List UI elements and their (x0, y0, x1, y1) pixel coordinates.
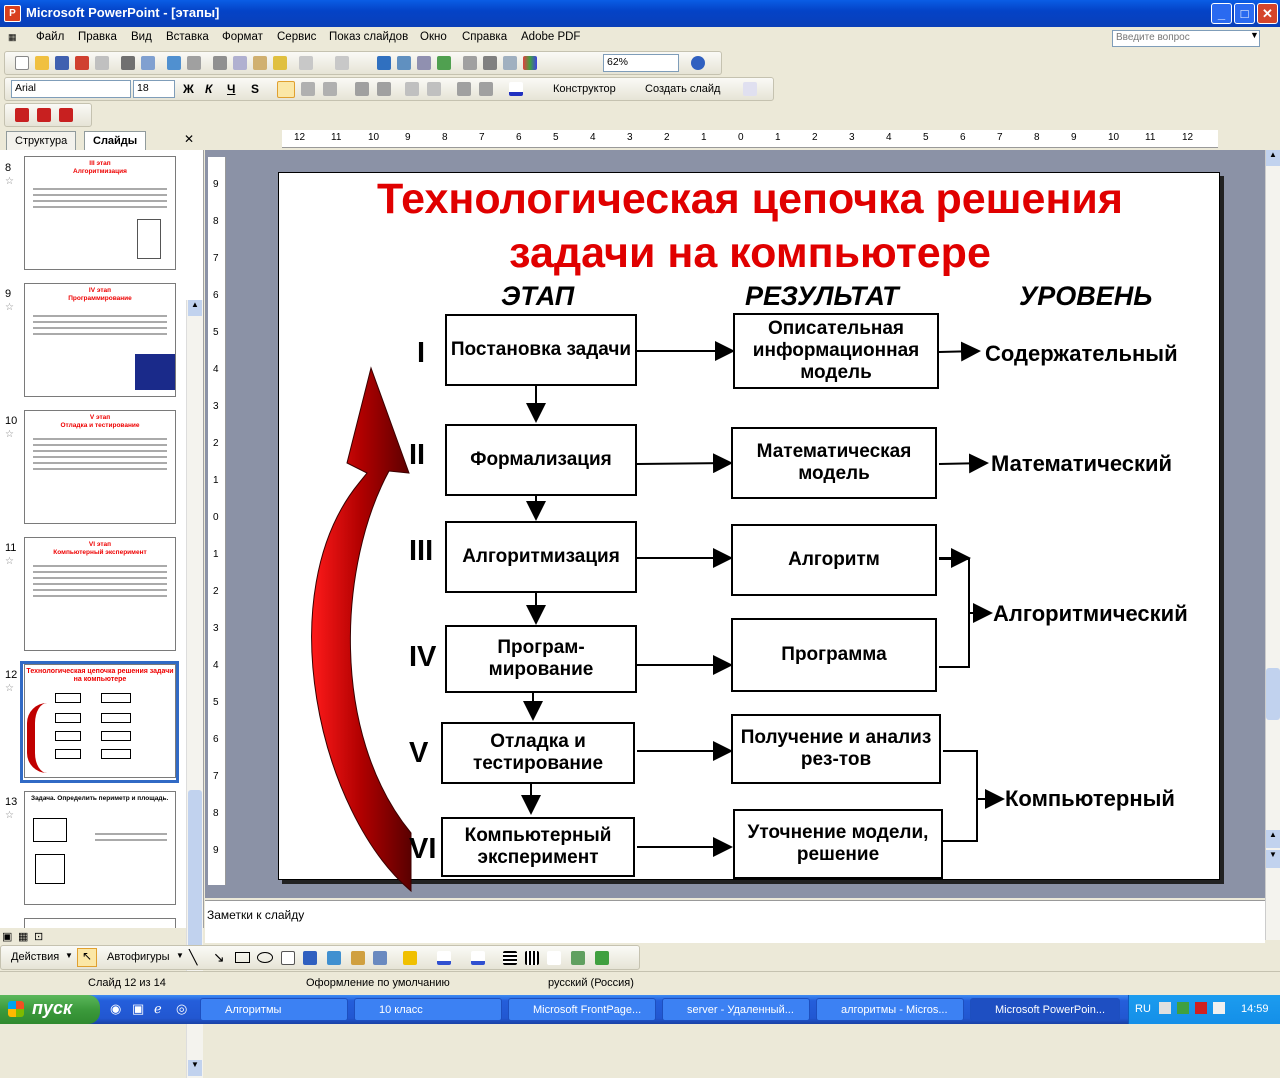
stage-number: VI (409, 833, 437, 865)
result-box[interactable]: Математическая модель (731, 427, 937, 499)
scroll-down-icon[interactable]: ▼ (188, 1060, 202, 1076)
ruler-tick-label: 2 (664, 132, 670, 143)
stage-box[interactable]: Формализация (445, 424, 637, 496)
thumb-title: Технологическая цепочка решения задачи на компьютере (26, 668, 174, 683)
decrease-font-icon[interactable] (427, 82, 441, 96)
title-bar (0, 0, 1280, 27)
convert-pdf-icon[interactable] (15, 108, 29, 122)
window-title: Microsoft PowerPoint - [этапы] (26, 5, 220, 20)
result-box[interactable]: Программа (731, 618, 937, 692)
thumb-number: 8 (5, 162, 12, 174)
spelling-icon[interactable] (167, 56, 181, 70)
thumb-number: 13 (5, 796, 18, 808)
stage-box[interactable]: Алгоритмизация (445, 521, 637, 593)
ruler-tick-label: 6 (213, 734, 219, 745)
horizontal-ruler (282, 130, 1218, 148)
italic-button[interactable]: К (205, 82, 213, 96)
undo-icon[interactable] (299, 56, 313, 70)
table-icon[interactable] (397, 56, 411, 70)
powerpoint-app-icon[interactable]: P (4, 5, 21, 22)
result-box[interactable]: Получение и анализ рез-тов (731, 714, 941, 784)
thumb-title: Задача. Определить периметр и площадь. (31, 795, 169, 802)
ruler-tick-label: 9 (1071, 132, 1077, 143)
ruler-tick-label: 12 (294, 132, 306, 143)
stage-number: IV (409, 641, 437, 673)
3d-style-icon[interactable] (595, 951, 609, 965)
numbering-icon[interactable] (355, 82, 369, 96)
line-color-icon[interactable] (437, 951, 451, 965)
start-button[interactable] (0, 995, 100, 1024)
arrow-style-icon[interactable] (547, 951, 561, 965)
expand-all-icon[interactable] (463, 56, 477, 70)
browser-icon[interactable]: ℯ (154, 1001, 162, 1016)
ruler-tick-label: 5 (213, 327, 219, 338)
close-button[interactable]: ✕ (1257, 3, 1278, 24)
decrease-indent-icon[interactable] (457, 82, 471, 96)
ruler-tick-label: 0 (738, 132, 744, 143)
shadow-style-icon[interactable] (571, 951, 585, 965)
align-right-icon[interactable] (323, 82, 337, 96)
copy-icon[interactable] (233, 56, 247, 70)
slide-title-line2: задачи на компьютере (509, 229, 991, 277)
font-select[interactable]: Arial (11, 80, 131, 98)
help-icon[interactable] (691, 56, 705, 70)
ruler-tick-label: 5 (553, 132, 559, 143)
maximize-button[interactable]: □ (1234, 3, 1255, 24)
cut-icon[interactable] (213, 56, 227, 70)
ruler-tick-label: 2 (812, 132, 818, 143)
print-icon[interactable] (121, 56, 135, 70)
slide-counter: Слайд 12 из 14 (88, 977, 166, 989)
ruler-tick-label: 8 (213, 216, 219, 227)
drawing-toolbar (0, 945, 640, 970)
slide-thumbnail[interactable] (24, 918, 176, 928)
ruler-tick-label: 0 (213, 512, 219, 523)
ruler-tick-label: 2 (213, 438, 219, 449)
menu-bar (0, 27, 1280, 49)
tray-icon[interactable] (1195, 1002, 1207, 1014)
ruler-tick-label: 3 (213, 401, 219, 412)
actions-dropdown-icon[interactable]: ▼ (65, 951, 73, 960)
minimize-button[interactable]: _ (1211, 3, 1232, 24)
language-indicator[interactable]: RU (1135, 1003, 1151, 1015)
designer-button[interactable]: Конструктор (553, 83, 616, 95)
system-tray (1128, 995, 1280, 1024)
taskbar (0, 995, 1280, 1024)
wordart-icon[interactable] (303, 951, 317, 965)
tray-icon[interactable] (1177, 1002, 1189, 1014)
ruler-tick-label: 6 (213, 290, 219, 301)
ruler-tick-label: 6 (516, 132, 522, 143)
picture-icon[interactable] (373, 951, 387, 965)
equation-icon[interactable] (743, 82, 757, 96)
ruler-tick-label: 4 (213, 364, 219, 375)
oval-icon[interactable] (257, 952, 273, 963)
slide-thumbnail[interactable] (24, 791, 176, 905)
stage-number: I (417, 337, 426, 369)
transition-icon: ☆ (5, 429, 14, 440)
previous-slide-icon[interactable]: ▲ (1266, 830, 1280, 848)
ruler-tick-label: 8 (442, 132, 448, 143)
level-label: Компьютерный (1005, 786, 1175, 811)
permission-icon[interactable] (75, 56, 89, 70)
ruler-tick-label: 10 (1108, 132, 1120, 143)
menu-insert[interactable]: Вставка (166, 31, 209, 43)
transition-icon: ☆ (5, 810, 14, 821)
thumb-number: 9 (5, 288, 12, 300)
font-color-icon[interactable] (509, 82, 523, 96)
slide-thumbnail[interactable] (24, 537, 176, 651)
ruler-tick-label: 7 (213, 771, 219, 782)
font-color-draw-icon[interactable] (471, 951, 485, 965)
ruler-tick-label: 11 (331, 132, 342, 143)
result-box[interactable]: Алгоритм (731, 524, 937, 596)
menu-help[interactable]: Справка (462, 31, 508, 43)
print-preview-icon[interactable] (141, 56, 155, 70)
flowchart-image (137, 219, 161, 259)
slide-canvas[interactable] (278, 172, 1220, 880)
formatting-toolbar (4, 77, 774, 101)
windows-logo-icon (8, 1001, 24, 1017)
grid-icon[interactable] (503, 56, 517, 70)
new-icon[interactable] (15, 56, 29, 70)
ruler-tick-label: 4 (213, 660, 219, 671)
menu-window[interactable]: Окно (420, 31, 447, 43)
ruler-tick-label: 1 (701, 132, 707, 143)
tab-outline[interactable]: Структура (6, 131, 76, 150)
taskbar-item[interactable]: server - Удаленный... (662, 998, 810, 1021)
show-formatting-icon[interactable] (483, 56, 497, 70)
scroll-up-icon[interactable]: ▲ (1266, 150, 1280, 166)
ruler-tick-label: 1 (213, 475, 219, 486)
bullets-icon[interactable] (377, 82, 391, 96)
color-grayscale-icon[interactable] (523, 56, 537, 70)
stage-box[interactable]: Отладка и тестирование (441, 722, 635, 784)
status-bar (0, 971, 1280, 995)
ruler-tick-label: 7 (997, 132, 1003, 143)
format-painter-icon[interactable] (273, 56, 287, 70)
menu-format[interactable]: Формат (222, 31, 263, 43)
redo-icon[interactable] (335, 56, 349, 70)
thumb-number: 12 (5, 669, 18, 681)
level-label: Математический (991, 451, 1173, 476)
taskbar-item[interactable]: 10 класс (354, 998, 502, 1021)
level-label: Содержательный (985, 341, 1178, 366)
textbox-icon[interactable] (281, 951, 295, 965)
line-style-icon[interactable] (503, 951, 517, 965)
stage-box[interactable]: Постановка задачи (445, 314, 637, 386)
menu-edit[interactable]: Правка (78, 31, 117, 43)
header-stage: ЭТАП (501, 281, 575, 311)
bold-button[interactable]: Ж (183, 82, 194, 96)
ruler-tick-label: 5 (923, 132, 929, 143)
tray-icon[interactable] (1159, 1002, 1171, 1014)
select-pointer-icon[interactable]: ↖ (77, 948, 97, 967)
taskbar-item[interactable]: алгоритмы - Micros... (816, 998, 964, 1021)
clipart-icon[interactable] (351, 951, 365, 965)
menu-adobe-pdf[interactable]: Adobe PDF (521, 31, 581, 43)
thumb-title: III этап Алгоритмизация (73, 160, 127, 175)
ruler-tick-label: 1 (213, 549, 219, 560)
increase-font-icon[interactable] (405, 82, 419, 96)
quicklaunch-icon[interactable]: ◎ (176, 1001, 188, 1016)
notes-pane[interactable] (205, 900, 1265, 943)
view-buttons (2, 930, 62, 944)
menu-slideshow[interactable]: Показ слайдов (329, 31, 409, 43)
ruler-tick-label: 9 (213, 179, 219, 190)
arrow-icon[interactable]: ↘ (213, 949, 225, 965)
transition-icon: ☆ (5, 176, 14, 187)
diagram-icon[interactable] (327, 951, 341, 965)
vertical-ruler (208, 157, 226, 885)
menu-tools[interactable]: Сервис (277, 31, 317, 43)
thumb-number: 10 (5, 415, 18, 427)
autoshapes-menu[interactable]: Автофигуры (107, 951, 170, 963)
slide-thumbnail[interactable] (24, 410, 176, 524)
ruler-tick-label: 9 (213, 845, 219, 856)
convert-pdf-review-icon[interactable] (59, 108, 73, 122)
rectangle-icon[interactable] (235, 952, 250, 963)
align-center-icon[interactable] (301, 82, 315, 96)
normal-view-icon[interactable]: ▣ (2, 931, 13, 943)
chart-icon[interactable] (377, 56, 391, 70)
ruler-tick-label: 3 (849, 132, 855, 143)
selected-slide-highlight (20, 661, 179, 783)
pane-tabs (0, 128, 204, 150)
thumb-number: 11 (5, 542, 17, 554)
transition-icon: ☆ (5, 302, 14, 313)
scroll-thumb[interactable] (1266, 668, 1280, 720)
stage-number: V (409, 737, 429, 769)
open-icon[interactable] (35, 56, 49, 70)
stage-box[interactable]: Програм-мирование (445, 625, 637, 693)
hyperlink-icon[interactable] (437, 56, 451, 70)
volume-icon[interactable] (1213, 1002, 1225, 1014)
tables-borders-icon[interactable] (417, 56, 431, 70)
ruler-tick-label: 4 (886, 132, 892, 143)
actions-menu[interactable]: Действия (11, 951, 60, 963)
header-level: УРОВЕНЬ (1019, 281, 1153, 311)
stage-number: II (409, 439, 426, 471)
clock: 14:59 (1241, 1003, 1269, 1015)
ruler-tick-label: 4 (590, 132, 596, 143)
ruler-tick-label: 8 (1034, 132, 1040, 143)
zoom-select[interactable]: 62% (603, 54, 679, 72)
email-icon[interactable] (95, 56, 109, 70)
save-icon[interactable] (55, 56, 69, 70)
header-result: РЕЗУЛЬТАТ (745, 281, 899, 311)
slide-scrollbar[interactable] (1265, 150, 1280, 940)
font-size-select[interactable]: 18 (133, 80, 175, 98)
ruler-tick-label: 3 (627, 132, 633, 143)
notes-placeholder: Заметки к слайду (207, 908, 305, 922)
convert-pdf-email-icon[interactable] (37, 108, 51, 122)
cycle-arrow (312, 368, 411, 891)
help-search-input[interactable]: Введите вопрос (1112, 30, 1260, 47)
quicklaunch-icon[interactable]: ▣ (132, 1001, 145, 1016)
menu-view[interactable]: Вид (131, 31, 152, 43)
language-status: русский (Россия) (548, 977, 634, 989)
ruler-tick-label: 5 (213, 697, 219, 708)
transition-icon: ☆ (5, 556, 14, 567)
next-slide-icon[interactable]: ▼ (1266, 850, 1280, 868)
taskbar-item-active[interactable]: Microsoft PowerPoin... (970, 998, 1120, 1021)
new-slide-button[interactable]: Создать слайд (645, 83, 721, 95)
ruler-tick-label: 2 (213, 586, 219, 597)
align-left-icon[interactable] (277, 81, 295, 98)
fill-color-icon[interactable] (403, 951, 417, 965)
ruler-tick-label: 8 (213, 808, 219, 819)
ruler-tick-label: 7 (213, 253, 219, 264)
ruler-tick-label: 11 (1145, 132, 1156, 143)
transition-icon: ☆ (5, 683, 14, 694)
paste-icon[interactable] (253, 56, 267, 70)
tab-slides[interactable]: Слайды (84, 131, 146, 150)
dash-style-icon[interactable] (525, 951, 539, 965)
stage-box[interactable]: Компьютерный эксперимент (441, 817, 635, 877)
code-image (135, 354, 175, 390)
shadow-button[interactable]: S (251, 82, 260, 96)
quicklaunch-icon[interactable]: ◉ (110, 1001, 122, 1016)
line-icon[interactable]: ╲ (189, 949, 198, 965)
standard-toolbar (4, 51, 722, 75)
start-label: пуск (32, 998, 73, 1018)
scroll-thumb[interactable] (188, 790, 202, 950)
ruler-tick-label: 3 (213, 623, 219, 634)
slide-title-line1: Технологическая цепочка решения (377, 175, 1123, 223)
slide-sorter-icon[interactable]: ▦ (18, 931, 29, 943)
ruler-tick-label: 9 (405, 132, 411, 143)
ruler-tick-label: 6 (960, 132, 966, 143)
increase-indent-icon[interactable] (479, 82, 493, 96)
autoshapes-dropdown-icon[interactable]: ▼ (176, 951, 184, 960)
help-search-dropdown-icon[interactable]: ▼ (1250, 30, 1259, 40)
close-pane-icon[interactable]: ✕ (184, 132, 195, 146)
level-label: Алгоритмический (993, 601, 1188, 626)
taskbar-item[interactable]: Microsoft FrontPage... (508, 998, 656, 1021)
scroll-up-icon[interactable]: ▲ (188, 300, 202, 316)
slide-thumbnail[interactable] (24, 156, 176, 270)
thumb-title: V этап Отладка и тестирование (60, 414, 140, 429)
menu-file[interactable]: Файл (36, 31, 65, 43)
slide-thumbnail[interactable] (24, 283, 176, 397)
thumb-title: VI этап Компьютерный эксперимент (53, 541, 147, 556)
underline-button[interactable]: Ч (227, 82, 236, 96)
stage-number: III (409, 535, 434, 567)
pdf-toolbar (4, 103, 92, 127)
result-box[interactable]: Уточнение модели, решение (733, 809, 943, 879)
design-name: Оформление по умолчанию (306, 977, 450, 989)
ruler-tick-label: 10 (368, 132, 380, 143)
slideshow-icon[interactable]: ⊡ (34, 931, 44, 943)
doc-control-icon[interactable]: ▦ (8, 32, 17, 42)
thumb-title: IV этап Программирование (68, 287, 132, 302)
ruler-tick-label: 1 (775, 132, 781, 143)
research-icon[interactable] (187, 56, 201, 70)
taskbar-item[interactable]: Алгоритмы (200, 998, 348, 1021)
ruler-tick-label: 7 (479, 132, 485, 143)
ruler-tick-label: 12 (1182, 132, 1194, 143)
result-box[interactable]: Описательная информационная модель (733, 313, 939, 389)
